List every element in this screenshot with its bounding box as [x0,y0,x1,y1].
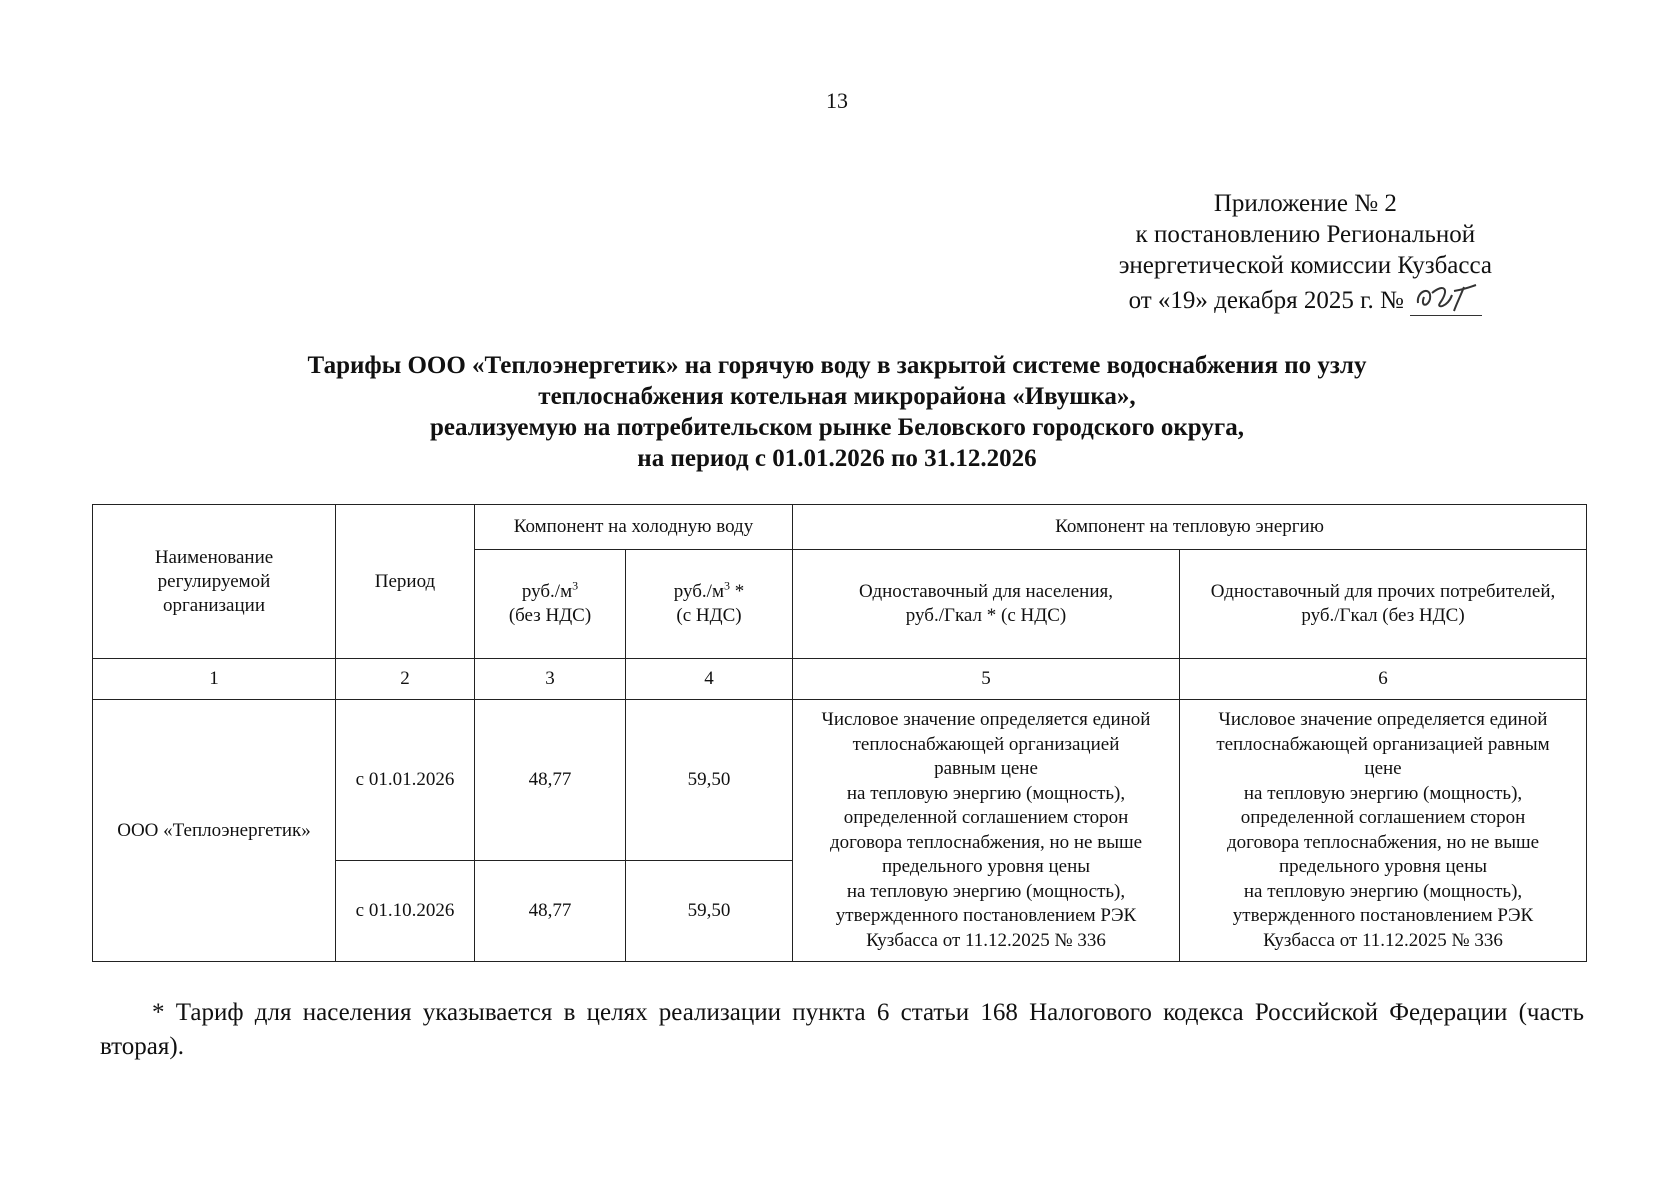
appendix-line-2: к постановлению Региональной [1135,221,1476,248]
header-col5: Одноставочный для населения, руб./Гкал * (с НДС) [793,550,1180,659]
table-header-row-1 [93,505,1587,550]
header-cold-water-group: Компонент на холодную воду [475,505,793,550]
header-col3 [475,550,626,659]
cold-no-vat-cell: 48,77 [475,861,626,962]
handwritten-number-signature [1410,281,1482,316]
header-col6: Одноставочный для прочих потребителей, руб./Гкал (без НДС) [1180,550,1587,659]
heat-other-consumers-cell: Числовое значение определяется единой теплоснабжающей организацией равным цене на тепловую энергию (мощность), определенной соглашением сторон договора теплоснабжения, но не выше предельного уровня цены на тепловую энергию (мощность), утвержденного постановлением РЭК Кузбасса от 11.12.2025 № 336 [1180,700,1587,962]
appendix-date: от «19» декабря 2025 г. № [1128,287,1404,314]
cold-no-vat-cell: 48,77 [475,700,626,861]
header-heat-energy-group: Компонент на тепловую энергию [793,505,1587,550]
title-line-4: на период с 01.01.2026 по 31.12.2026 [637,445,1037,472]
column-numbers-row [93,659,1587,700]
appendix-block [1119,188,1492,316]
period-cell: с 01.01.2026 [336,700,475,861]
col-number: 6 [1180,659,1587,700]
col4-unit: руб./м [673,581,724,602]
col-number: 4 [626,659,793,700]
col3-unit: руб./м [521,581,573,602]
table-row [93,700,1587,861]
col-number: 5 [793,659,1180,700]
header-col4 [626,550,793,659]
footnote: * Тариф для населения указывается в целях реализации пункта 6 статьи 168 Налогового кодекса Российской Федерации (часть вторая). [100,999,1584,1060]
period-cell: с 01.10.2026 [336,861,475,962]
page-number: 13 [826,88,848,113]
col-number: 3 [475,659,626,700]
col4-note: (с НДС) [676,605,742,626]
col4-sup: 3 [723,578,730,593]
org-name-cell: ООО «Теплоэнергетик» [93,700,336,962]
cold-vat-cell: 59,50 [626,861,793,962]
col3-sup: 3 [572,578,579,593]
col3-note: (без НДС) [508,605,592,626]
heat-population-cell: Числовое значение определяется единой теплоснабжающей организацией равным цене на тепловую энергию (мощность), определенной соглашением сторон договора теплоснабжения, но не выше предельного уровня цены на тепловую энергию (мощность), утвержденного постановлением РЭК Кузбасса от 11.12.2025 № 336 [793,700,1180,962]
cold-vat-cell: 59,50 [626,700,793,861]
title-line-3: реализуемую на потребительском рынке Беловского городского округа, [430,414,1244,441]
appendix-line-4 [1119,281,1492,316]
document-title [0,350,1674,474]
col-number: 2 [336,659,475,700]
appendix-line-1: Приложение № 2 [1213,190,1397,217]
title-line-2: теплоснабжения котельная микрорайона «Ивушка», [538,383,1136,410]
tariffs-table [92,504,1587,962]
title-line-1: Тарифы ООО «Теплоэнергетик» на горячую воду в закрытой системе водоснабжения по узлу [307,352,1367,379]
col4-star: * [729,581,745,602]
appendix-line-3: энергетической комиссии Кузбасса [1118,252,1492,279]
col-number: 1 [93,659,336,700]
header-period: Период [336,505,475,659]
header-org: Наименование регулируемой организации [93,505,336,659]
